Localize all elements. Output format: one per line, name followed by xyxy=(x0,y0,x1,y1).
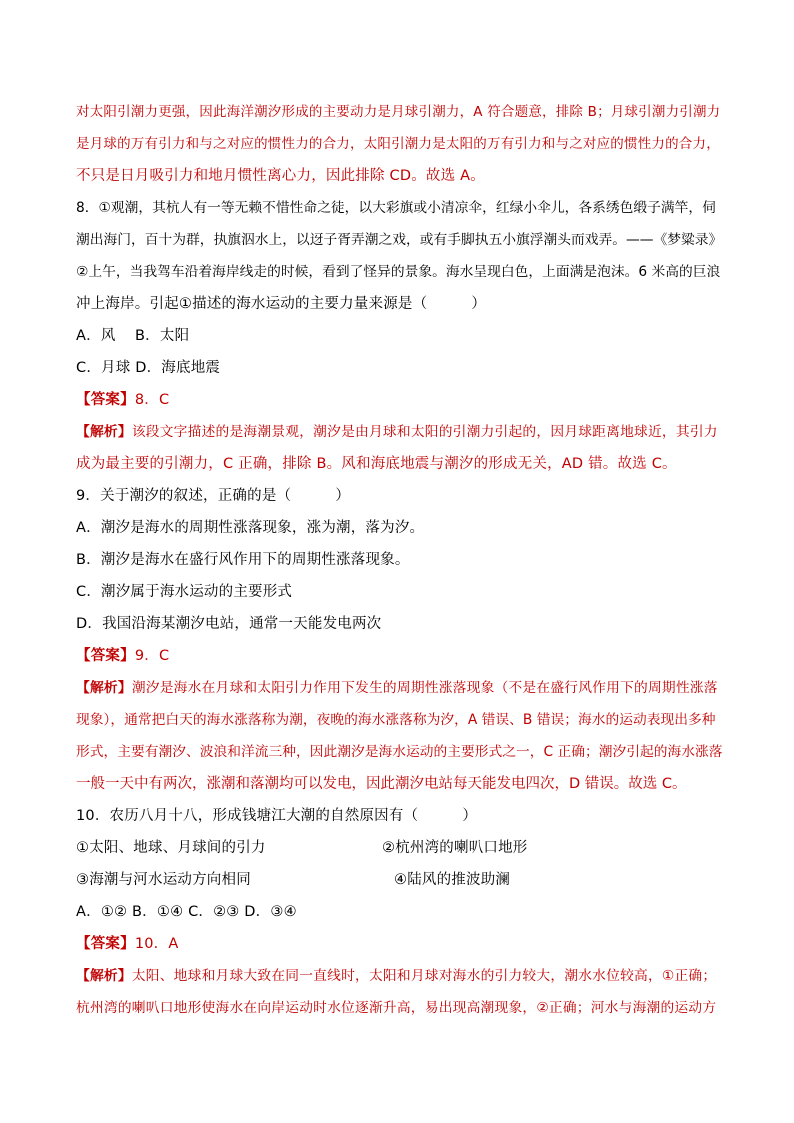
q10-answer xyxy=(76,928,726,960)
q10-analysis-line-2: 杭州湾的喇叭口地形使海水在向岸运动时水位逐渐升高，易出现高潮现象，②正确；河水与海潮的运动方 xyxy=(76,1000,717,1016)
answer-tag: 【答案】 xyxy=(76,936,135,952)
q9-analysis-line-3: 形式，主要有潮汐、波浪和洋流三种，因此潮汐是海水运动的主要形式之一，C 正确；潮汐引起的海水涨落 xyxy=(76,744,723,760)
analysis-continuation-line-1: 对太阳引潮力更强，因此海洋潮汐形成的主要动力是月球引潮力，A 符合题意，排除 B；月球引潮力引潮力 xyxy=(76,104,721,120)
analysis-tag: 【解析】 xyxy=(76,968,132,984)
q9-stem: 9．关于潮汐的叙述，正确的是（ ） xyxy=(76,488,351,504)
document-page xyxy=(76,96,726,1024)
q9-analysis-line-4: 一般一天中有两次，涨潮和落潮均可以发电，因此潮汐电站每天能发电四次，D 错误。故选 C。 xyxy=(76,776,687,792)
q8-stem-line-2: 潮出海门，百十为群，执旗泅水上，以迓子胥弄潮之戏，或有手脚执五小旗浮潮头而戏弄。——《梦粱录》 xyxy=(76,232,723,248)
q8-options-line-1: A．风 B．太阳 xyxy=(76,328,190,344)
q9-option-b: B．潮汐是海水在盛行风作用下的周期性涨落现象。 xyxy=(76,552,410,568)
q10-stem: 10．农历八月十八，形成钱塘江大潮的自然原因有（ ） xyxy=(76,808,478,824)
analysis-text: 太阳、地球和月球大致在同一直线时，太阳和月球对海水的引力较大，潮水水位较高，①正确； xyxy=(131,968,717,984)
answer-tag: 【答案】 xyxy=(76,392,135,408)
q9-option-c: C．潮汐属于海水运动的主要形式 xyxy=(76,584,293,600)
q10-items-row-1 xyxy=(76,832,726,864)
analysis-tag: 【解析】 xyxy=(76,680,132,696)
q8-options-line-2: C．月球 D．海底地震 xyxy=(76,360,221,376)
answer-value: 10．A xyxy=(134,936,179,952)
q9-analysis-line-2: 现象），通常把白天的海水涨落称为潮，夜晚的海水涨落称为汐，A 错误、B 错误；海水的运动表现出多种 xyxy=(76,712,716,728)
q10-item-2: ②杭州湾的喇叭口地形 xyxy=(382,840,528,856)
q8-stem-line-3: ②上午，当我驾车沿着海岸线走的时候，看到了怪异的景象。海水呈现白色，上面满是泡沫。6 米高的巨浪 xyxy=(76,264,721,280)
q9-option-a: A．潮汐是海水的周期性涨落现象，涨为潮，落为汐。 xyxy=(76,520,425,536)
answer-value: 8．C xyxy=(134,392,170,408)
q10-items-row-2 xyxy=(76,864,726,896)
answer-value: 9．C xyxy=(134,648,170,664)
q8-stem-line-4: 冲上海岸。引起①描述的海水运动的主要力量来源是（ ） xyxy=(76,296,487,312)
q10-item-3: ③海潮与河水运动方向相同 xyxy=(76,872,251,888)
answer-tag: 【答案】 xyxy=(76,648,135,664)
q9-answer xyxy=(76,640,726,672)
q10-analysis-line-1 xyxy=(76,960,726,992)
q10-item-1: ①太阳、地球、月球间的引力 xyxy=(76,840,266,856)
q8-answer xyxy=(76,384,726,416)
analysis-text: 该段文字描述的是海潮景观，潮汐是由月球和太阳的引潮力引起的，因月球距离地球近，其引力 xyxy=(131,424,718,440)
q8-analysis-line-2: 成为最主要的引潮力，C 正确，排除 B。风和海底地震与潮汐的形成无关，AD 错。故选 C。 xyxy=(76,456,677,472)
q10-item-4: ④陆风的推波助澜 xyxy=(394,872,511,888)
q8-stem-line-1: 8．①观潮，其杭人有一等无赖不惜性命之徒，以大彩旗或小清凉伞，红绿小伞儿，各系绣色缎子满竿，伺 xyxy=(76,200,716,216)
q8-analysis-line-1 xyxy=(76,416,726,448)
q9-option-d: D．我国沿海某潮汐电站，通常一天能发电两次 xyxy=(76,616,382,632)
analysis-text: 潮汐是海水在月球和太阳引力作用下发生的周期性涨落现象（不是在盛行风作用下的周期性涨落 xyxy=(131,680,718,696)
analysis-continuation-line-3: 不只是日月吸引力和地月惯性离心力，因此排除 CD。故选 A。 xyxy=(76,168,485,184)
q10-options: A．①② B．①④ C．②③ D．③④ xyxy=(76,904,297,920)
q9-analysis-line-1 xyxy=(76,672,726,704)
analysis-continuation-line-2: 是月球的万有引力和与之对应的惯性力的合力，太阳引潮力是太阳的万有引力和与之对应的惯性力的合力， xyxy=(76,136,720,152)
analysis-tag: 【解析】 xyxy=(76,424,132,440)
